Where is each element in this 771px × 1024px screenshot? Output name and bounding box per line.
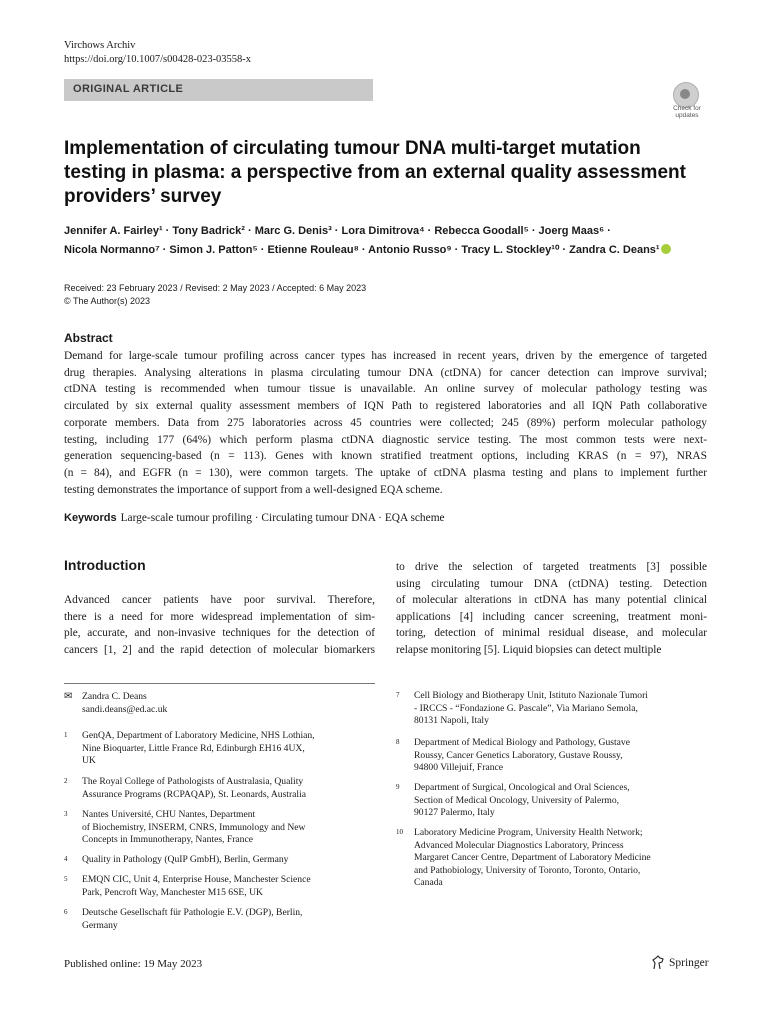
- intro-column-left: [64, 592, 375, 658]
- affiliation-9: 9 Department of Surgical, Oncological and Oral Sciences, Section of Medical Oncology, University of Palermo, 90127 Palermo, Italy: [396, 782, 630, 819]
- copyright: © The Author(s) 2023: [64, 296, 151, 306]
- body-line: toring, detection of minimal residual disease, and molecular: [396, 627, 707, 639]
- abstract-line: generation sequencing-based (n = 113). Genes with known stratified treatment options, including KRAS (n = 97), NRAS: [64, 450, 707, 463]
- intro-column-right: [396, 559, 707, 658]
- journal-name: Virchows Archiv: [64, 40, 136, 51]
- abstract-body: [64, 348, 707, 498]
- authors-line: Nicola Normanno⁷ · Simon J. Patton⁵ · Etienne Rouleau⁸ · Antonio Russo⁹ · Tracy L. Stockley¹⁰ · Zandra C. Deans¹: [64, 244, 660, 256]
- orcid-icon[interactable]: [661, 244, 671, 254]
- article-title: [64, 137, 704, 209]
- affiliation-5: 5 EMQN CIC, Unit 4, Enterprise House, Manchester Science Park, Pencroft Way, Manchester M15 6SE, UK: [64, 874, 311, 898]
- abstract-line: circulated by six external quality assessment members of IQN Path to registered laboratories and all IQN Path collaborative: [64, 400, 707, 413]
- title-line: providers’ survey: [64, 186, 222, 207]
- title-line: testing in plasma: a perspective from an external quality assessment: [64, 162, 686, 183]
- article-type-bar: [64, 79, 373, 101]
- body-line: relapse monitoring [5]. Liquid biopsies can detect multiple: [396, 643, 662, 656]
- body-line: using circulating tumour DNA (ctDNA) testing. Detection: [396, 577, 707, 590]
- doi-link[interactable]: https://doi.org/10.1007/s00428-023-03558-x: [64, 54, 252, 65]
- check-updates-line2: updates: [675, 112, 699, 119]
- body-line: of molecular alterations in ctDNA has many potential clinical: [396, 594, 707, 606]
- check-updates-line1: Check for: [673, 105, 701, 112]
- abstract-line: testing, including 177 (64%) which perform plasma ctDNA diagnostic service testing. The most common tests were next-: [64, 433, 707, 446]
- article-type: ORIGINAL ARTICLE: [73, 83, 184, 95]
- affiliation-1: 1 GenQA, Department of Laboratory Medicine, NHS Lothian, Nine Bioquarter, Little France Rd, Edinburgh EH16 4UX, UK: [64, 730, 315, 767]
- keywords-text: Large-scale tumour profiling · Circulating tumour DNA · EQA scheme: [120, 512, 445, 524]
- affiliation-6: 6 Deutsche Gesellschaft für Pathologie E.V. (DGP), Berlin, Germany: [64, 907, 303, 931]
- body-line: Advanced cancer patients have poor survival. Therefore,: [64, 594, 375, 606]
- publisher-logo[interactable]: [652, 955, 709, 970]
- authors-line: Jennifer A. Fairley¹ · Tony Badrick² · Marc G. Denis³ · Lora Dimitrova⁴ · Rebecca Goodall⁵ · Joerg Maas⁶ ·: [64, 225, 611, 237]
- keywords-label: Keywords: [64, 512, 117, 524]
- body-line: there is a need for more widespread implementation of sim-: [64, 610, 375, 623]
- envelope-icon: ✉: [64, 691, 73, 702]
- affiliation-4: 4 Quality in Pathology (QuIP GmbH), Berlin, Germany: [64, 854, 289, 865]
- title-line: Implementation of circulating tumour DNA multi-target mutation: [64, 138, 641, 159]
- body-line: to drive the selection of targeted treatments [3] possible: [396, 561, 707, 573]
- affiliation-2: 2 The Royal College of Pathologists of Australasia, Quality Assurance Programs (RCPAQAP), St. Leonards, Australia: [64, 776, 307, 800]
- affiliation-8: 8 Department of Medical Biology and Pathology, Gustave Roussy, Cancer Genetics Laboratory, Gustave Roussy, 94800 Villejuif, France: [396, 737, 630, 774]
- affiliation-3: 3 Nantes Université, CHU Nantes, Department of Biochemistry, INSERM, CNRS, Immunology and New Concepts in Immunotherapy, Nantes, France: [64, 809, 306, 846]
- correspondence-footnote: [64, 691, 375, 716]
- springer-horse-icon: [652, 955, 665, 970]
- author-list: [64, 222, 724, 260]
- received-dates: Received: 23 February 2023 / Revised: 2 May 2023 / Accepted: 6 May 2023: [64, 283, 367, 293]
- abstract-line: testing demonstrates the importance of support from a well-designed EQA scheme.: [64, 483, 443, 496]
- abstract-line: drug therapies. Analysing alterations in plasma circulating tumour DNA (ctDNA) for cancer detection can improve survival;: [64, 366, 707, 379]
- published-online: Published online: 19 May 2023: [64, 958, 203, 970]
- introduction-heading: Introduction: [64, 557, 146, 573]
- article-dates: [64, 282, 366, 308]
- body-line: applications [4] including cancer screening, treatment moni-: [396, 610, 707, 623]
- keywords: [64, 512, 445, 524]
- correspondence-email[interactable]: sandi.deans@ed.ac.uk: [82, 703, 168, 715]
- body-line: ple, accurate, and non-invasive techniques for the detection of: [64, 627, 375, 639]
- abstract-line: ctDNA testing is recommended when tumour tissue is unavailable. An online survey of molecular pathology testing was: [64, 383, 707, 396]
- check-for-updates-badge[interactable]: [667, 82, 707, 122]
- footnote-divider: [64, 683, 375, 684]
- journal-header: [64, 39, 251, 67]
- publisher-name: Springer: [669, 956, 709, 969]
- abstract-line: (n = 84), and EGFR (n = 130), were common targets. The uptake of ctDNA plasma testing and plans to implement further: [64, 466, 707, 479]
- abstract-line: Demand for large-scale tumour profiling across cancer types has increased in recent years, driven by the emergence of targeted: [64, 350, 707, 362]
- body-line: cancers [1, 2] and the rapid detection of molecular biomarkers: [64, 643, 375, 656]
- affiliation-10: 10 Laboratory Medicine Program, University Health Network; Advanced Molecular Diagnostics Laboratory, Princess Margaret Cancer Centre, Department of Laboratory Medicine and Pathobiology, University of Toronto, Toronto, Ontario, Canada: [396, 827, 651, 889]
- affiliation-7: 7 Cell Biology and Biotherapy Unit, Istituto Nazionale Tumori - IRCCS - “Fondazione G. Pascale”, Via Mariano Semola, 80131 Napoli, Italy: [396, 690, 648, 727]
- abstract-heading: Abstract: [64, 331, 113, 345]
- correspondence-name: Zandra C. Deans: [82, 691, 147, 702]
- abstract-line: corporate members. Data from 275 laboratories across 45 countries were collected; 245 (89%) perform molecular pathology: [64, 416, 707, 429]
